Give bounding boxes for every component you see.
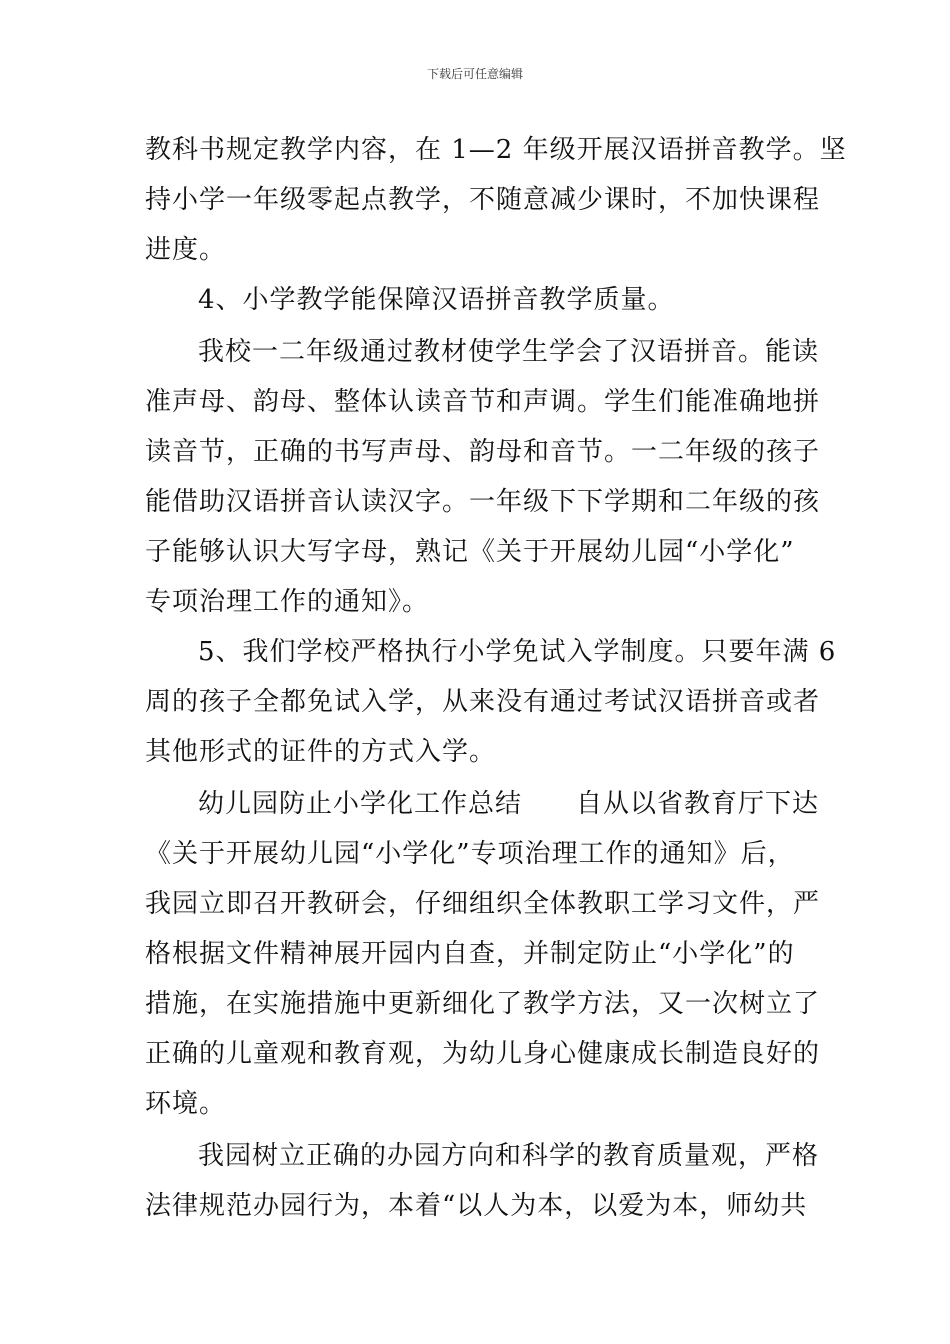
text-line: 格根据文件精神展开园内自查，并制定防止“小学化”的 [145, 939, 795, 969]
text-line: 子能够认识大写字母，熟记《关于开展幼儿园“小学化” [145, 537, 795, 567]
text-line: 专项治理工作的通知》。 [145, 587, 430, 617]
text-line: 进度。 [145, 235, 227, 265]
text-line: 我园立即召开教研会，仔细组织全体教职工学习文件，严 [145, 889, 821, 919]
text-line: 周的孩子全都免试入学，从来没有通过考试汉语拼音或者 [145, 687, 821, 717]
text-line: 法律规范办园行为，本着“以人为本，以爱为本，师幼共 [145, 1191, 808, 1221]
text-line: 措施，在实施措施中更新细化了教学方法，又一次树立了 [145, 989, 821, 1019]
text-line: 4、小学教学能保障汉语拼音教学质量。 [198, 285, 675, 315]
text-line: 5、我们学校严格执行小学免试入学制度。只要年满 6 [198, 637, 837, 667]
text-line: 正确的儿童观和教育观，为幼儿身心健康成长制造良好的 [145, 1039, 821, 1069]
text-line: 能借助汉语拼音认读汉字。一年级下下学期和二年级的孩 [145, 487, 821, 517]
text-line: 《关于开展幼儿园“小学化”专项治理工作的通知》后， [145, 839, 795, 869]
text-line: 幼儿园防止小学化工作总结 自从以省教育厅下达 [198, 789, 820, 819]
text-line: 准声母、韵母、整体认读音节和声调。学生们能准确地拼 [145, 387, 821, 417]
text-line: 读音节，正确的书写声母、韵母和音节。一二年级的孩子 [145, 437, 821, 467]
page-header: 下载后可任意编辑 [426, 67, 523, 81]
text-line: 持小学一年级零起点教学，不随意减少课时，不加快课程 [145, 185, 821, 215]
text-line: 教科书规定教学内容，在 1—2 年级开展汉语拼音教学。坚 [145, 135, 847, 165]
text-line: 其他形式的证件的方式入学。 [145, 737, 497, 767]
text-line: 环境。 [145, 1089, 227, 1119]
text-line: 我校一二年级通过教材使学生学会了汉语拼音。能读 [198, 337, 820, 367]
text-line: 我园树立正确的办园方向和科学的教育质量观，严格 [198, 1141, 820, 1171]
